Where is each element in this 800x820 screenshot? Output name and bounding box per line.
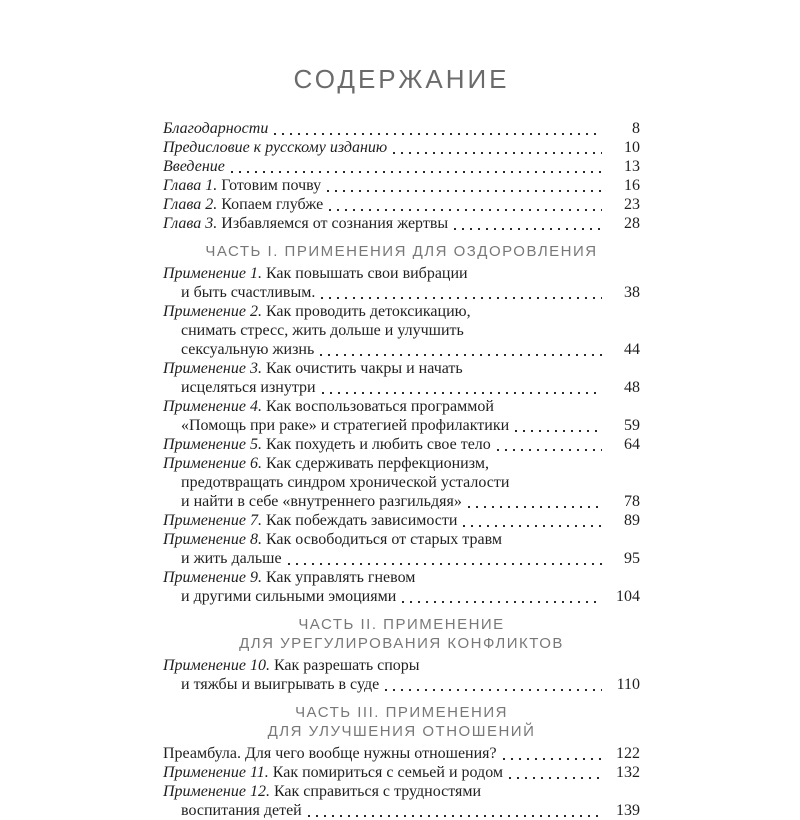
page-title: СОДЕРЖАНИЕ [293, 64, 510, 94]
toc-entry-line [163, 801, 640, 820]
toc-entry-line [163, 302, 640, 321]
entry-label: Применение 3. [163, 360, 262, 377]
toc-entry-line [163, 675, 640, 694]
entry-text: «Помощь при раке» и стратегией профилактики [181, 417, 510, 434]
toc-entry-line [163, 264, 640, 283]
dot-leader [308, 814, 602, 817]
toc-list [163, 119, 640, 820]
dot-leader [322, 391, 602, 394]
dot-leader [497, 448, 602, 451]
page-number: 44 [624, 341, 640, 358]
entry-text: Глава 3. Избавляемся от сознания жертвы [163, 215, 449, 232]
page-number: 28 [624, 215, 640, 232]
entry-text: Применение 7. Как побеждать зависимости [163, 512, 458, 529]
toc-entry-line [163, 530, 640, 549]
toc-entry [163, 530, 640, 568]
toc-entry [163, 195, 640, 214]
entry-label: Применение 1. [163, 265, 262, 282]
dot-leader [321, 296, 602, 299]
toc-entry-line [163, 176, 640, 195]
page-number: 16 [624, 177, 640, 194]
entry-label: Применение 8. [163, 531, 262, 548]
dot-leader [274, 132, 602, 135]
toc-entry-line [163, 511, 640, 530]
page-number: 8 [632, 120, 640, 137]
toc-entry-line [163, 763, 640, 782]
toc-entry-line [163, 359, 640, 378]
dot-leader [327, 189, 602, 192]
page-number: 38 [624, 284, 640, 301]
toc-entry-line [163, 549, 640, 568]
entry-label: Применение 11. [163, 764, 269, 781]
toc-entry-line [163, 138, 640, 157]
toc-entry-line [163, 378, 640, 397]
dot-leader [393, 151, 602, 154]
toc-entry-line: предотвращать синдром хронической усталости [181, 474, 510, 491]
entry-text: Применение 4. Как воспользоваться программой [163, 398, 494, 415]
toc-entry-line [163, 397, 640, 416]
page-number: 132 [616, 764, 640, 781]
toc-entry-line [163, 119, 640, 138]
entry-text: сексуальную жизнь [181, 341, 315, 358]
dot-leader [402, 600, 602, 603]
entry-text: и другими сильными эмоциями [181, 588, 397, 605]
entry-text: Применение 8. Как освободиться от старых травм [163, 531, 502, 548]
dot-leader [509, 776, 602, 779]
toc-entry-line [163, 656, 640, 675]
dot-leader [503, 757, 602, 760]
entry-text [163, 138, 387, 157]
entry-text: воспитания детей [181, 802, 302, 819]
entry-text: и тяжбы и выигрывать в суде [181, 676, 380, 693]
section-heading [163, 615, 640, 653]
page-number: 13 [624, 158, 640, 175]
toc-entry [163, 138, 640, 157]
dot-leader [288, 562, 602, 565]
entry-label: Предисловие к русскому изданию [163, 139, 388, 156]
entry-text [163, 157, 225, 176]
toc-entry [163, 214, 640, 233]
entry-text: Применение 9. Как управлять гневом [163, 569, 416, 586]
entry-label: Применение 12. [163, 783, 270, 800]
toc-entry [163, 454, 640, 511]
entry-label: Глава 1. [163, 177, 218, 194]
toc-entry [163, 744, 640, 763]
page-number: 110 [616, 676, 640, 693]
toc-entry [163, 359, 640, 397]
section-heading-line: ЧАСТЬ III. ПРИМЕНЕНИЯ [295, 704, 508, 721]
toc-entry [163, 157, 640, 176]
entry-label: Применение 5. [163, 436, 262, 453]
entry-label: Применение 2. [163, 303, 262, 320]
toc-entry-line [163, 195, 640, 214]
entry-text: и найти в себе «внутреннего разгильдяя» [181, 493, 462, 510]
entry-label: Глава 3. [163, 215, 218, 232]
entry-text: Преамбула. Для чего вообще нужны отношения? [163, 745, 497, 762]
toc-entry-line [163, 568, 640, 587]
entry-text: Применение 12. Как справиться с трудностями [163, 783, 482, 800]
entry-text: и жить дальше [181, 550, 282, 567]
toc-entry-line [163, 454, 640, 473]
toc-entry-line [163, 340, 640, 359]
toc-entry-line [163, 492, 640, 511]
page-number: 139 [616, 802, 640, 819]
entry-text: и быть счастливым. [181, 284, 316, 301]
toc-entry-line [163, 744, 640, 763]
page-number: 89 [624, 512, 640, 529]
entry-label: Применение 6. [163, 455, 262, 472]
toc-entry [163, 763, 640, 782]
toc-entry-line: снимать стресс, жить дольше и улучшить [181, 322, 464, 339]
entry-text [163, 119, 268, 138]
toc-entry-line [163, 283, 640, 302]
page-number: 23 [624, 196, 640, 213]
entry-text: Применение 2. Как проводить детоксикацию, [163, 303, 471, 320]
toc-entry [163, 568, 640, 606]
page-number: 10 [624, 139, 640, 156]
dot-leader [454, 227, 602, 230]
entry-text: Применение 5. Как похудеть и любить свое тело [163, 436, 491, 453]
entry-label: Введение [163, 158, 225, 175]
page-number: 95 [624, 550, 640, 567]
toc-entry-line [163, 416, 640, 435]
toc-entry [163, 511, 640, 530]
entry-text: Глава 2. Копаем глубже [163, 196, 324, 213]
toc-entry [163, 302, 640, 359]
entry-label: Применение 4. [163, 398, 262, 415]
section-heading-line: ДЛЯ УРЕГУЛИРОВАНИЯ КОНФЛИКТОВ [239, 635, 564, 652]
page-number: 48 [624, 379, 640, 396]
dot-leader [468, 505, 602, 508]
toc-entry [163, 264, 640, 302]
page-number: 78 [624, 493, 640, 510]
section-heading-line: ЧАСТЬ I. ПРИМЕНЕНИЯ ДЛЯ ОЗДОРОВЛЕНИЯ [205, 243, 598, 260]
toc-entry [163, 782, 640, 820]
toc-entry [163, 119, 640, 138]
dot-leader [329, 208, 602, 211]
entry-text: Применение 6. Как сдерживать перфекционизм, [163, 455, 489, 472]
dot-leader [385, 688, 602, 691]
page-number: 122 [616, 745, 640, 762]
entry-label: Благодарности [163, 120, 269, 137]
toc-entry [163, 397, 640, 435]
entry-label: Применение 10. [163, 657, 270, 674]
toc-entry-line [163, 587, 640, 606]
entry-text: исцеляться изнутри [181, 379, 316, 396]
dot-leader [320, 353, 602, 356]
page-number: 59 [624, 417, 640, 434]
toc-entry-line [163, 214, 640, 233]
toc-entry-line [163, 782, 640, 801]
section-heading [163, 242, 640, 261]
entry-label: Применение 7. [163, 512, 262, 529]
section-heading [163, 703, 640, 741]
toc-entry-line [163, 157, 640, 176]
page-number: 104 [616, 588, 640, 605]
dot-leader [463, 524, 602, 527]
toc-entry [163, 435, 640, 454]
toc-entry [163, 656, 640, 694]
entry-text: Применение 10. Как разрешать споры [163, 657, 420, 674]
entry-text: Применение 11. Как помириться с семьей и родом [163, 764, 504, 781]
dot-leader [231, 170, 602, 173]
entry-text: Применение 3. Как очистить чакры и начать [163, 360, 463, 377]
dot-leader [515, 429, 602, 432]
toc-entry [163, 176, 640, 195]
entry-text: Глава 1. Готовим почву [163, 177, 322, 194]
section-heading-line: ЧАСТЬ II. ПРИМЕНЕНИЕ [298, 616, 505, 633]
section-heading-line: ДЛЯ УЛУЧШЕНИЯ ОТНОШЕНИЙ [267, 723, 536, 740]
entry-text: Применение 1. Как повышать свои вибрации [163, 265, 468, 282]
toc-entry-line [163, 435, 640, 454]
entry-label: Глава 2. [163, 196, 218, 213]
entry-label: Применение 9. [163, 569, 262, 586]
page-number: 64 [624, 436, 640, 453]
